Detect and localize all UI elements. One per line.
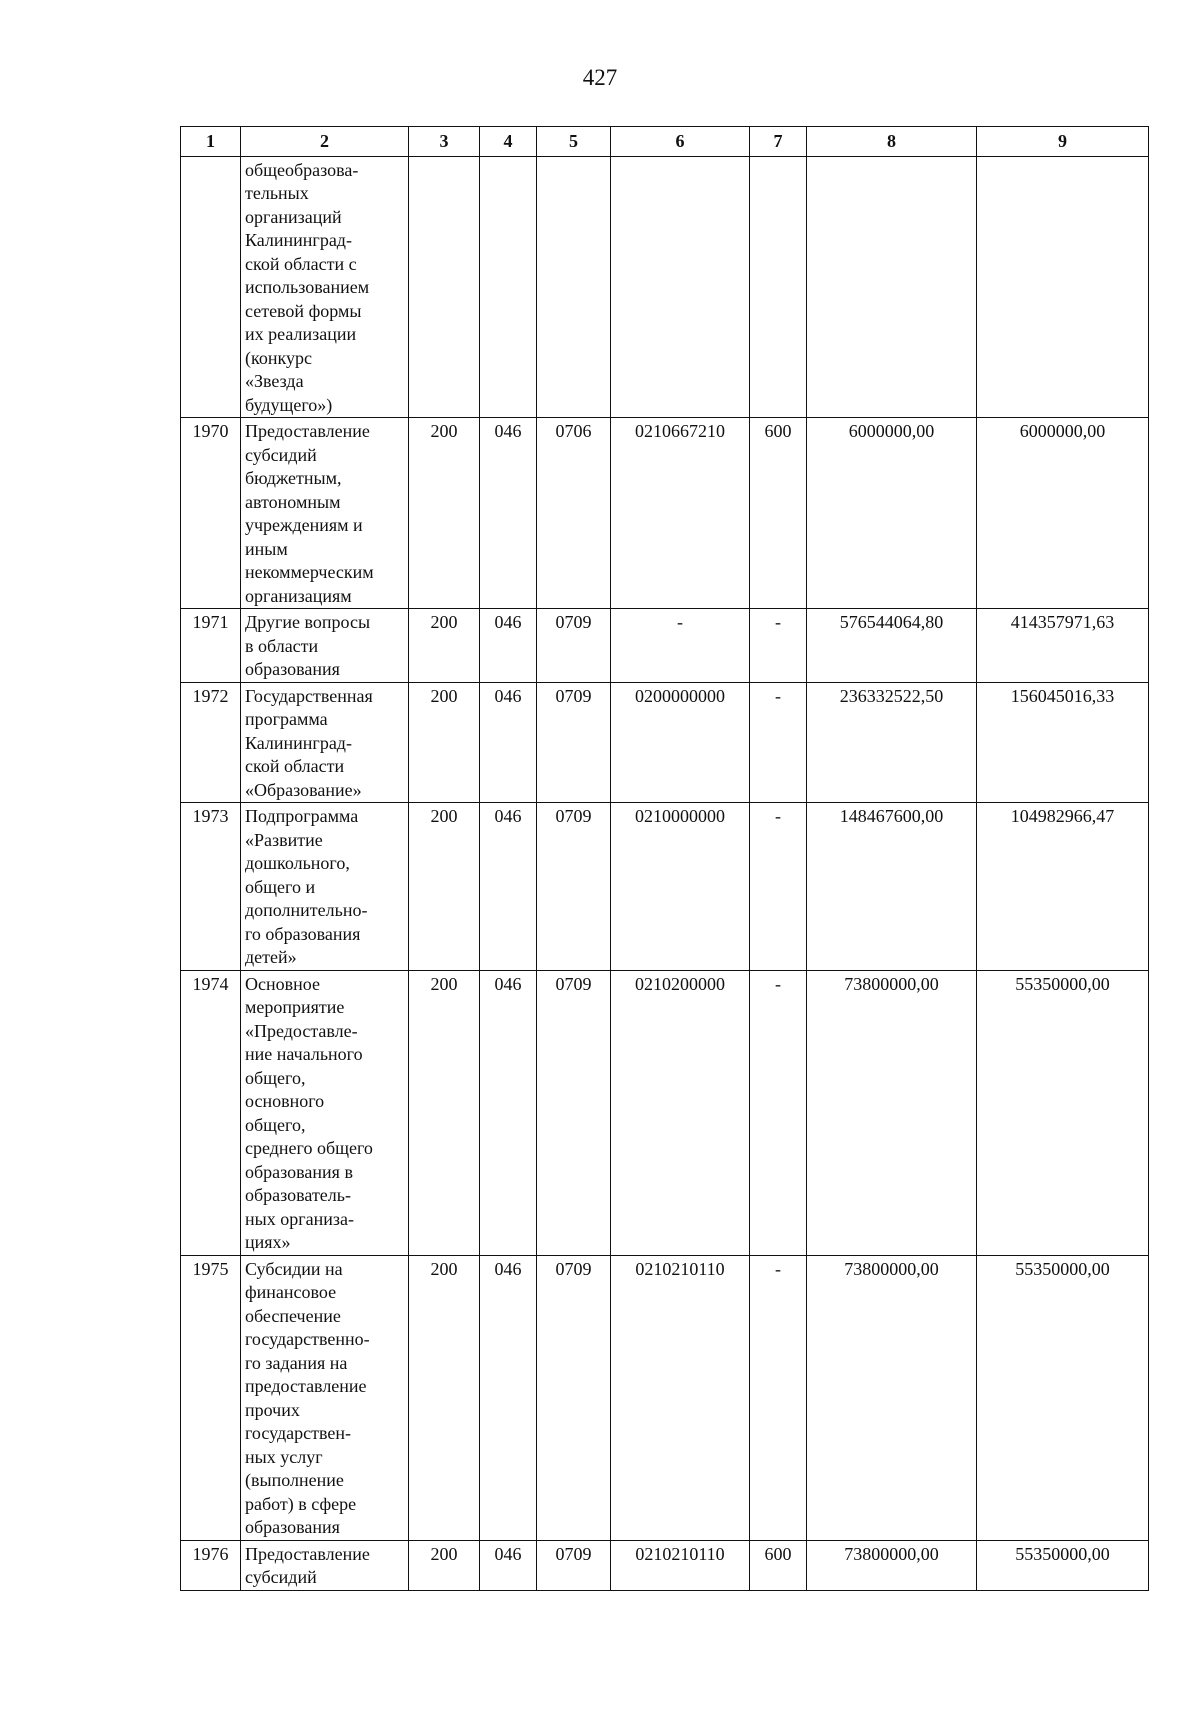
col3-cell [409, 156, 480, 418]
col9-amount-cell: 55350000,00 [977, 1540, 1149, 1590]
col6-cell [611, 156, 750, 418]
col6-cell: 0210667210 [611, 418, 750, 609]
item-name-line: их реализации [245, 324, 357, 344]
col6-cell: 0210200000 [611, 970, 750, 1255]
item-name-line: предоставление [245, 1376, 367, 1396]
page-number: 427 [582, 65, 618, 90]
col8-amount-cell: 6000000,00 [807, 418, 977, 609]
item-name-cell [241, 418, 409, 609]
item-name-line: организациям [245, 585, 352, 606]
item-name-cell [241, 1540, 409, 1590]
item-name-line: ных организа- [245, 1208, 354, 1229]
col9-amount-cell: 104982966,47 [977, 803, 1149, 971]
item-name-line: Основное [245, 973, 320, 994]
table-body [181, 156, 1149, 1590]
col4-cell: 046 [480, 609, 537, 683]
item-name-line: ской области с [245, 253, 357, 274]
item-name-line: дошкольного, [245, 853, 350, 873]
row-number-cell: 1971 [181, 609, 241, 683]
col7-cell: - [750, 1255, 807, 1540]
header-cell: 7 [750, 127, 807, 157]
col7-cell [750, 156, 807, 418]
col8-amount-cell [807, 156, 977, 418]
item-name-line: ние начального [245, 1044, 363, 1064]
col5-cell: 0709 [537, 803, 611, 971]
item-name-line: «Образование» [245, 779, 362, 800]
item-name-line: «Звезда [245, 371, 304, 391]
item-name-line: учреждениям и [245, 515, 363, 535]
col6-cell: 0210210110 [611, 1540, 750, 1590]
table-row [181, 682, 1149, 803]
header-cell: 3 [409, 127, 480, 157]
item-name-line: Калининград- [245, 732, 352, 753]
item-name-line: «Развитие [245, 829, 323, 850]
col7-cell: - [750, 682, 807, 803]
col4-cell: 046 [480, 1540, 537, 1590]
col4-cell: 046 [480, 970, 537, 1255]
item-name-line: будущего») [245, 394, 333, 415]
item-name-line: тельных [245, 183, 309, 203]
row-number-cell: 1973 [181, 803, 241, 971]
item-name-line: прочих [245, 1399, 300, 1420]
item-name-line: образователь- [245, 1185, 351, 1205]
item-name-line: (конкурс [245, 347, 312, 368]
table-row [181, 970, 1149, 1255]
col8-amount-cell: 148467600,00 [807, 803, 977, 971]
col5-cell: 0706 [537, 418, 611, 609]
item-name-line: «Предоставле- [245, 1020, 358, 1041]
col9-amount-cell: 414357971,63 [977, 609, 1149, 683]
item-name-line: организаций [245, 206, 342, 227]
col9-amount-cell [977, 156, 1149, 418]
item-name-line: субсидий [245, 444, 317, 465]
col5-cell [537, 156, 611, 418]
col5-cell: 0709 [537, 1540, 611, 1590]
item-name-line: (выполнение [245, 1470, 344, 1490]
item-name-line: Субсидии на [245, 1258, 343, 1279]
item-name-line: автономным [245, 491, 341, 512]
item-name-line: среднего общего [245, 1138, 373, 1158]
table-row [181, 609, 1149, 683]
item-name-line: обеспечение [245, 1305, 341, 1326]
item-name-line: циях» [245, 1232, 291, 1252]
row-number-cell: 1976 [181, 1540, 241, 1590]
col4-cell: 046 [480, 803, 537, 971]
col6-cell: 0210000000 [611, 803, 750, 971]
col6-cell: 0210210110 [611, 1255, 750, 1540]
item-name-cell [241, 803, 409, 971]
row-number-cell: 1974 [181, 970, 241, 1255]
item-name-line: использованием [245, 277, 370, 297]
item-name-line: го задания на [245, 1352, 348, 1373]
item-name-line: общеобразова- [245, 159, 359, 180]
col3-cell: 200 [409, 970, 480, 1255]
col9-amount-cell: 6000000,00 [977, 418, 1149, 609]
item-name-line: субсидий [245, 1567, 317, 1587]
row-number-cell: 1975 [181, 1255, 241, 1540]
row-number-cell [181, 156, 241, 418]
col6-cell: - [611, 609, 750, 683]
table-row [181, 1540, 1149, 1590]
header-cell: 6 [611, 127, 750, 157]
item-name-line: Государственная [245, 685, 373, 706]
col9-amount-cell: 55350000,00 [977, 1255, 1149, 1540]
table-row [181, 418, 1149, 609]
col4-cell: 046 [480, 418, 537, 609]
item-name-cell [241, 1255, 409, 1540]
table-row [181, 1255, 1149, 1540]
item-name-line: Предоставление [245, 421, 370, 441]
item-name-line: финансовое [245, 1282, 337, 1302]
col7-cell: - [750, 970, 807, 1255]
col9-amount-cell: 55350000,00 [977, 970, 1149, 1255]
col5-cell: 0709 [537, 609, 611, 683]
item-name-line: бюджетным, [245, 468, 342, 488]
col3-cell: 200 [409, 682, 480, 803]
item-name-line: дополнительно- [245, 900, 368, 920]
item-name-line: основного [245, 1091, 325, 1111]
item-name-line: Подпрограмма [245, 806, 359, 826]
col6-cell: 0200000000 [611, 682, 750, 803]
item-name-line: работ) в сфере [245, 1493, 357, 1514]
col7-cell: - [750, 803, 807, 971]
col5-cell: 0709 [537, 1255, 611, 1540]
header-row [181, 127, 1149, 157]
budget-table [180, 126, 1149, 1591]
item-name-line: государственно- [245, 1329, 370, 1349]
header-cell: 8 [807, 127, 977, 157]
item-name-line: ных услуг [245, 1446, 323, 1467]
item-name-line: некоммерческим [245, 562, 374, 582]
table-row [181, 803, 1149, 971]
col7-cell: - [750, 609, 807, 683]
col7-cell: 600 [750, 418, 807, 609]
header-cell: 9 [977, 127, 1149, 157]
item-name-line: ской области [245, 756, 345, 776]
item-name-line: детей» [245, 947, 297, 967]
item-name-line: Предоставление [245, 1543, 370, 1564]
col3-cell: 200 [409, 418, 480, 609]
col8-amount-cell: 236332522,50 [807, 682, 977, 803]
table-row [181, 156, 1149, 418]
item-name-line: го образования [245, 923, 361, 944]
col4-cell: 046 [480, 682, 537, 803]
item-name-line: образования [245, 1517, 340, 1537]
item-name-line: общего, [245, 1067, 306, 1088]
item-name-cell [241, 156, 409, 418]
item-name-line: программа [245, 709, 328, 729]
col3-cell: 200 [409, 803, 480, 971]
col3-cell: 200 [409, 609, 480, 683]
col9-amount-cell: 156045016,33 [977, 682, 1149, 803]
item-name-cell [241, 682, 409, 803]
col4-cell [480, 156, 537, 418]
item-name-line: образования в [245, 1161, 353, 1182]
header-cell: 2 [241, 127, 409, 157]
item-name-line: общего и [245, 876, 316, 897]
col8-amount-cell: 73800000,00 [807, 970, 977, 1255]
item-name-line: Другие вопросы [245, 612, 371, 632]
col3-cell: 200 [409, 1540, 480, 1590]
col8-amount-cell: 576544064,80 [807, 609, 977, 683]
col7-cell: 600 [750, 1540, 807, 1590]
item-name-line: государствен- [245, 1423, 352, 1443]
item-name-cell [241, 970, 409, 1255]
row-number-cell: 1972 [181, 682, 241, 803]
header-cell: 4 [480, 127, 537, 157]
item-name-line: общего, [245, 1114, 306, 1135]
item-name-line: мероприятие [245, 997, 345, 1017]
col8-amount-cell: 73800000,00 [807, 1540, 977, 1590]
col5-cell: 0709 [537, 682, 611, 803]
row-number-cell: 1970 [181, 418, 241, 609]
item-name-line: Калининград- [245, 230, 352, 250]
col4-cell: 046 [480, 1255, 537, 1540]
item-name-line: образования [245, 659, 340, 679]
header-cell: 5 [537, 127, 611, 157]
header-cell: 1 [181, 127, 241, 157]
item-name-line: сетевой формы [245, 300, 362, 321]
col5-cell: 0709 [537, 970, 611, 1255]
col3-cell: 200 [409, 1255, 480, 1540]
col8-amount-cell: 73800000,00 [807, 1255, 977, 1540]
item-name-cell [241, 609, 409, 683]
item-name-line: в области [245, 635, 319, 656]
item-name-line: иным [245, 538, 288, 559]
